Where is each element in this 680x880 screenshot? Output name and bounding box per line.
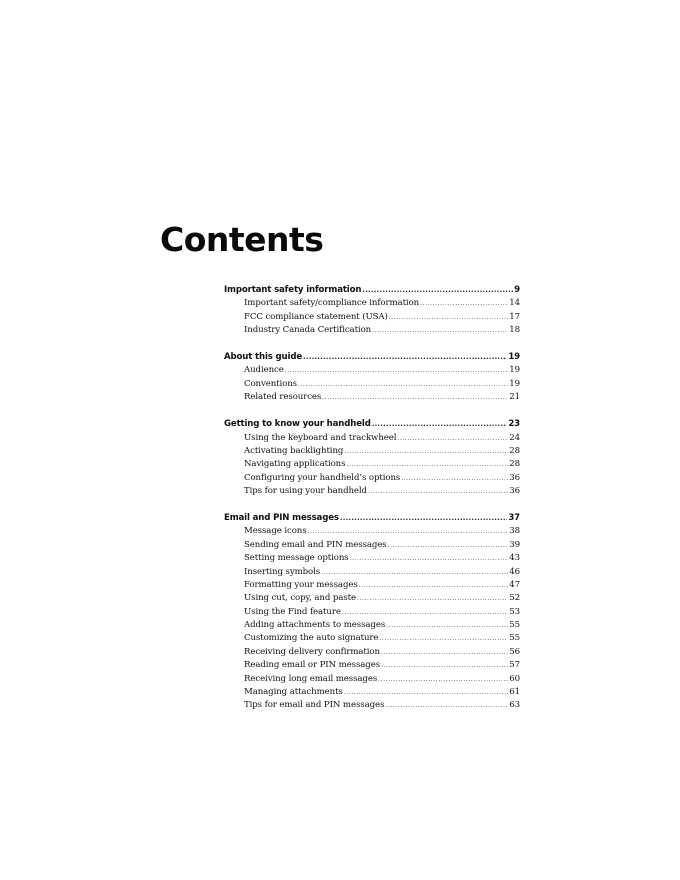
toc-entry-page: 38 [509,526,520,537]
toc-entry-title: Receiving delivery confirmation [244,646,380,657]
toc-entry-title: Message icons [244,526,307,537]
toc-entry[interactable] [224,673,520,686]
toc-section-heading[interactable] [224,512,520,525]
toc-entry-page: 61 [509,687,520,698]
toc-section-page: 9 [514,285,520,295]
toc-section [224,284,520,338]
toc-entry[interactable] [224,324,520,337]
toc-section-heading[interactable] [224,351,520,364]
toc-entry-title: Tips for using your handheld [244,486,367,497]
toc-entry-title: FCC compliance statement (USA) [244,311,388,322]
dot-leader [357,592,508,605]
toc-entry[interactable] [224,632,520,645]
toc-entry[interactable] [224,699,520,712]
toc-entry[interactable] [224,646,520,659]
toc-entry-page: 53 [509,606,520,617]
toc-section-title: About this guide [224,352,302,363]
toc-entry-page: 18 [509,325,520,336]
dot-leader [378,673,508,686]
toc-entry-page: 21 [509,392,520,403]
toc-entry-title: Formatting your messages [244,579,358,590]
toc-entry-page: 52 [509,593,520,604]
toc-entry[interactable] [224,525,520,538]
dot-leader [401,472,508,485]
toc-entry[interactable] [224,552,520,565]
toc-entry[interactable] [224,378,520,391]
toc-entry[interactable] [224,364,520,377]
toc-entry-page: 47 [509,579,520,590]
toc-entry-page: 28 [509,459,520,470]
dot-leader [381,646,508,659]
toc-entry-title: Audience [244,365,284,376]
dot-leader [344,445,508,458]
toc-entry[interactable] [224,579,520,592]
toc-entry[interactable] [224,311,520,324]
dot-leader [350,552,509,565]
dot-leader [372,418,508,431]
toc-entry[interactable] [224,686,520,699]
toc-entry[interactable] [224,606,520,619]
toc-entry-title: Setting message options [244,553,349,564]
dot-leader [362,284,513,297]
toc-entry[interactable] [224,432,520,445]
toc-entry-page: 57 [509,660,520,671]
dot-leader [321,566,508,579]
dot-leader [285,364,509,377]
toc-entry-title: Industry Canada Certification [244,325,372,336]
toc-entry-title: Sending email and PIN messages [244,539,387,550]
toc-entry-title: Tips for email and PIN messages [244,700,385,711]
dot-leader [397,432,508,445]
dot-leader [381,659,508,672]
toc-entry[interactable] [224,566,520,579]
toc-entry[interactable] [224,592,520,605]
toc-section-page: 19 [508,352,520,363]
dot-leader [346,458,508,471]
toc-entry-title: Activating backlighting [244,445,344,456]
toc-entry[interactable] [224,619,520,632]
toc-entry-title: Important safety/compliance information [244,298,420,309]
toc-entry-page: 36 [509,486,520,497]
dot-leader [322,391,508,404]
toc-entry-page: 19 [509,378,520,389]
toc-entry-page: 55 [509,633,520,644]
toc-section [224,512,520,713]
dot-leader [342,606,508,619]
toc-entry[interactable] [224,485,520,498]
dot-leader [303,351,507,364]
toc-entry-page: 28 [509,445,520,456]
dot-leader [386,619,508,632]
toc-entry-title: Related resources [244,392,322,403]
dot-leader [368,485,508,498]
toc-entry-page: 14 [509,298,520,309]
toc-entry[interactable] [224,297,520,310]
toc-entry[interactable] [224,391,520,404]
dot-leader [385,699,508,712]
toc-entry-page: 24 [509,432,520,443]
toc-entry-page: 43 [509,553,520,564]
toc-section-title: Email and PIN messages [224,512,339,523]
dot-leader [372,324,508,337]
dot-leader [388,539,509,552]
toc-entry-page: 17 [509,311,520,322]
toc-entry[interactable] [224,445,520,458]
dot-leader [389,311,508,324]
toc-entry[interactable] [224,539,520,552]
toc-section-title: Getting to know your handheld [224,419,371,430]
table-of-contents [224,284,520,726]
toc-entry-title: Using the keyboard and trackwheel [244,432,397,443]
dot-leader [344,686,509,699]
toc-entry[interactable] [224,472,520,485]
toc-entry-page: 36 [509,472,520,483]
toc-entry-title: Navigating applications [244,459,346,470]
dot-leader [340,512,507,525]
toc-entry-title: Using the Find feature [244,606,341,617]
toc-entry-page: 55 [509,620,520,631]
toc-section [224,351,520,405]
dot-leader [420,297,508,310]
toc-entry-page: 63 [509,700,520,711]
toc-entry[interactable] [224,659,520,672]
toc-entry-page: 39 [509,539,520,550]
page-title: Contents [160,220,324,259]
toc-entry-title: Adding attachments to messages [244,620,386,631]
toc-entry[interactable] [224,458,520,471]
toc-entry-title: Receiving long email messages [244,673,378,684]
toc-entry-title: Inserting symbols [244,566,321,577]
toc-entry-page: 46 [509,566,520,577]
toc-section [224,418,520,498]
toc-entry-page: 60 [509,673,520,684]
toc-entry-title: Customizing the auto signature [244,633,379,644]
toc-section-page: 23 [508,419,520,430]
toc-entry-title: Reading email or PIN messages [244,660,381,671]
toc-section-heading[interactable] [224,284,520,297]
toc-section-title: Important safety information [224,285,362,295]
toc-section-page: 37 [508,512,520,523]
toc-entry-page: 56 [509,646,520,657]
toc-entry-title: Conventions [244,378,297,389]
toc-entry-title: Managing attachments [244,687,343,698]
dot-leader [298,378,508,391]
toc-entry-page: 19 [509,365,520,376]
dot-leader [308,525,509,538]
dot-leader [379,632,508,645]
toc-section-heading[interactable] [224,418,520,431]
toc-entry-title: Configuring your handheld’s options [244,472,401,483]
toc-entry-title: Using cut, copy, and paste [244,593,356,604]
dot-leader [359,579,509,592]
